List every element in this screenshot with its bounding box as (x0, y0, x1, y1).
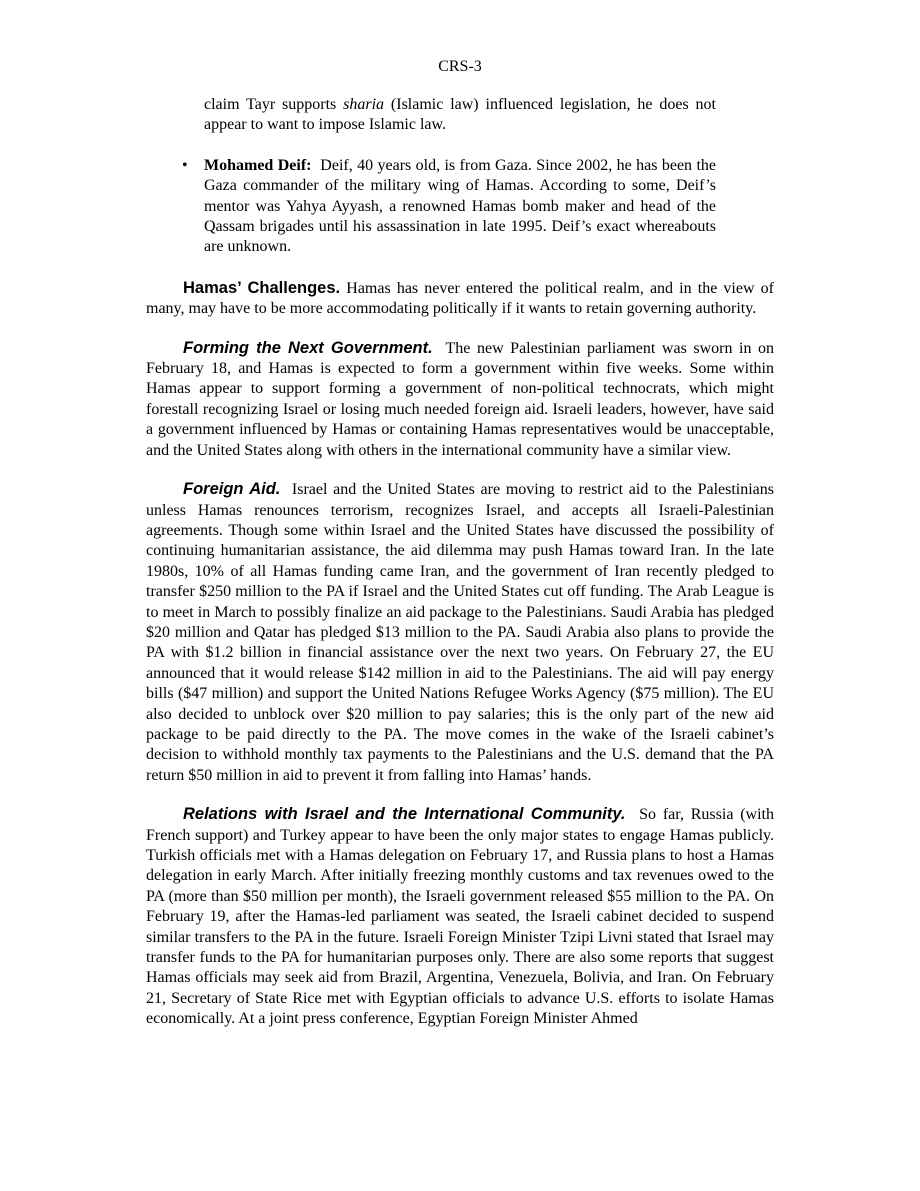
continued-text-end: (Islamic law) influenced legislation, he does not appear to want to impose Islamic law. (204, 96, 717, 134)
continued-bullet-text (204, 95, 716, 136)
page-number: CRS-3 (438, 58, 482, 75)
document-body (146, 95, 774, 1048)
section-hamas-challenges (146, 278, 774, 320)
section-foreign-aid (146, 479, 774, 786)
section-heading: Hamas’ Challenges. (183, 278, 341, 297)
italic-term: sharia (343, 96, 385, 113)
bullet-text: Deif, 40 years old, is from Gaza. Since 2002, he has been the Gaza commander of the military wing of Hamas. According to some, Deif’s mentor was Yahya Ayyash, a renowned Hamas bomb maker and head of the Qassam brigades until his assassination in late 1995. Deif’s exact whereabouts are unknown. (204, 156, 716, 256)
bullet-name: Mohamed Deif: (204, 156, 312, 174)
section-text: The new Palestinian parliament was sworn in on February 18, and Hamas is expected to form a government within five weeks. Some within Hamas appear to support forming a government of non-political technocrats, which might forestall recognizing Israel or losing much needed foreign aid. Israeli leaders, however, have said a government influenced by Hamas or containing Hamas representatives would be unacceptable, and the United States along with others in the international community have a similar view. (146, 339, 775, 459)
continued-text-start: claim Tayr supports (204, 96, 344, 113)
section-heading: Relations with Israel and the International Community. (183, 805, 626, 824)
section-text: So far, Russia (with French support) and Turkey appear to have been the only major states to engage Hamas publicly. Turkish officials met with a Hamas delegation on February 17, and Russia plans to host a Hamas delegation in early March. After initially freezing monthly customs and tax revenues owed to the PA (more than $50 million per month), the Israeli government released $55 million to the PA. On February 19, after the Hamas-led parliament was seated, the Israeli cabinet decided to suspend similar transfers to the PA in the future. Israeli Foreign Minister Tzipi Livni stated that Israel may transfer funds to the PA for humanitarian purposes only. There are also some reports that suggest Hamas officials may seek aid from Brazil, Argentina, Venezuela, Bolivia, and Iran. On February 21, Secretary of State Rice met with Egyptian officials to advance U.S. efforts to isolate Hamas economically. At a joint press conference, Egyptian Foreign Minister Ahmed (146, 806, 774, 1028)
bullet-dot: • (182, 156, 188, 174)
section-relations-israel (146, 804, 774, 1029)
bullet-item-mohamed-deif (182, 156, 716, 258)
section-heading: Foreign Aid. (183, 480, 281, 499)
section-text: Hamas has never entered the political realm, and in the view of many, may have to be more accommodating politically if it wants to retain governing authority. (146, 279, 774, 318)
section-forming-government (146, 338, 774, 461)
section-text: Israel and the United States are moving to restrict aid to the Palestinians unless Hamas renounces terrorism, recognizes Israel, and accepts all Israeli-Palestinian agreements. Though some within Israel and the United States have discussed the possibility of continuing humanitarian assistance, the aid dilemma may push Hamas toward Iran. In the late 1980s, 10% of all Hamas funding came Iran, and the government of Iran recently pledged to transfer $250 million to the PA if Israel and the United States cut off funding. The Arab League is to meet in March to possibly finalize an aid package to the Palestinians. Saudi Arabia has pledged $20 million and Qatar has pledged $13 million to the PA. Saudi Arabia also plans to provide the PA with $1.2 billion in financial assistance over the next two years. On February 27, the EU announced that it would release $142 million in aid to the Palestinians. The aid will pay energy bills ($47 million) and support the United Nations Refugee Works Agency ($75 million). The EU also decided to unblock over $20 million to pay salaries; this is the only part of the new aid package to be paid directly to the PA. The move comes in the wake of the Israeli cabinet’s decision to withhold monthly tax payments to the Palestinians and the U.S. demand that the PA return $50 million in aid to prevent it from falling into Hamas’ hands. (146, 481, 775, 784)
section-heading: Forming the Next Government. (183, 338, 433, 357)
